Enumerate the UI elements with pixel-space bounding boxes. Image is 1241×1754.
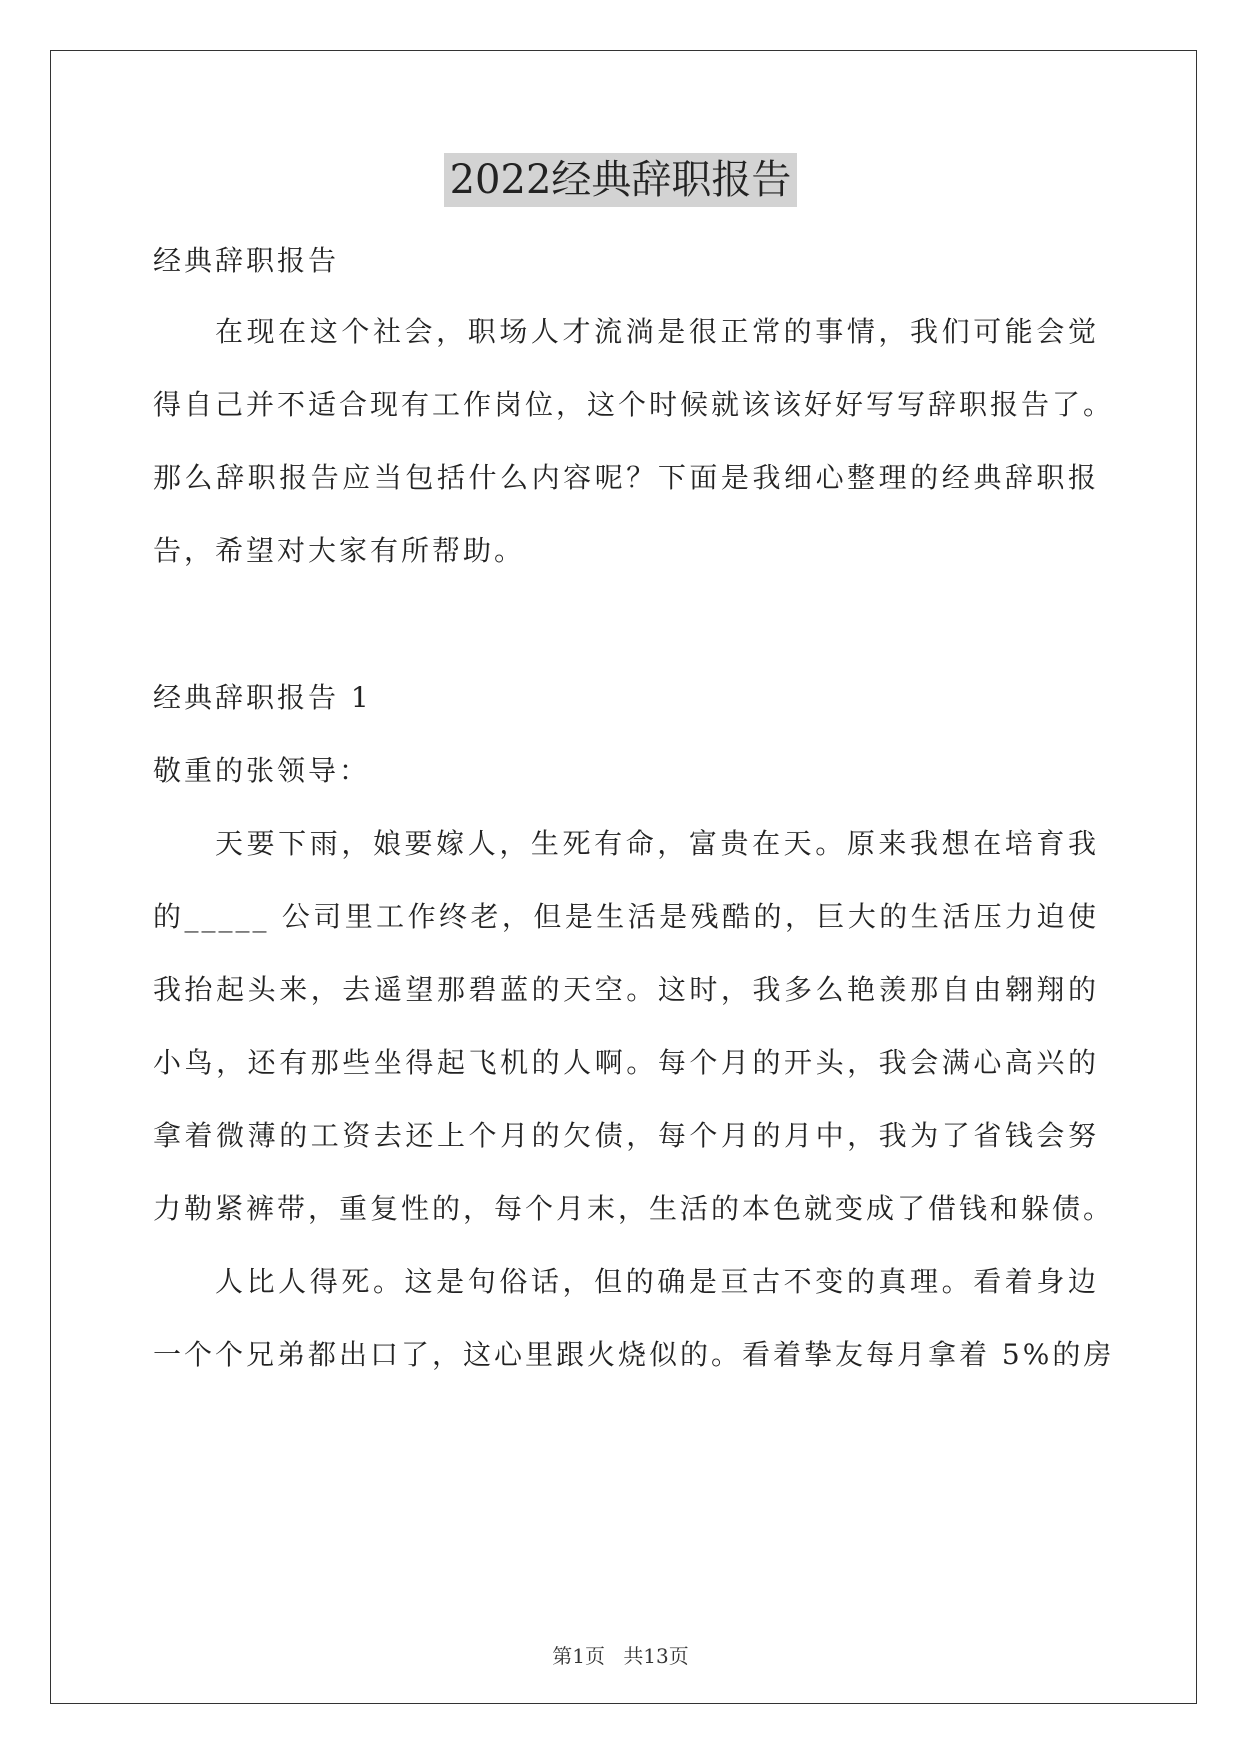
salutation: 敬重的张领导： — [153, 754, 371, 787]
intro-line: 得自己并不适合现有工作岗位，这个时候就该该好好写写辞职报告了。 — [153, 388, 1115, 421]
page-number: 第1页 — [552, 1644, 605, 1668]
intro-line: 那么辞职报告应当包括什么内容呢？下面是我细心整理的经典辞职报 — [153, 461, 1099, 494]
page-border — [50, 50, 1197, 1704]
body-line: 人比人得死。这是句俗话，但的确是亘古不变的真理。看着身边 — [215, 1265, 1099, 1298]
body-line: 力勒紧裤带，重复性的，每个月末，生活的本色就变成了借钱和躲债。 — [153, 1192, 1115, 1225]
intro-line: 告，希望对大家有所帮助。 — [153, 534, 526, 567]
document-title — [0, 157, 1241, 203]
section-heading: 经典辞职报告 — [153, 244, 340, 277]
intro-line: 在现在这个社会，职场人才流淌是很正常的事情，我们可能会觉 — [215, 315, 1099, 348]
body-line: 的_____ 公司里工作终老，但是生活是残酷的，巨大的生活压力迫使 — [153, 900, 1099, 933]
body-line: 拿着微薄的工资去还上个月的欠债，每个月的月中，我为了省钱会努 — [153, 1119, 1099, 1152]
body-line: 天要下雨，娘要嫁人，生死有命，富贵在天。原来我想在培育我 — [215, 827, 1099, 860]
body-line: 小鸟，还有那些坐得起飞机的人啊。每个月的开头，我会满心高兴的 — [153, 1046, 1099, 1079]
body-line: 我抬起头来，去遥望那碧蓝的天空。这时，我多么艳羡那自由翱翔的 — [153, 973, 1099, 1006]
document-title-text: 2022经典辞职报告 — [444, 153, 798, 207]
subsection-heading: 经典辞职报告 1 — [153, 681, 372, 714]
page-footer — [0, 1640, 1241, 1669]
body-line: 一个个兄弟都出口了，这心里跟火烧似的。看着挚友每月拿着 5%的房 — [153, 1338, 1115, 1371]
page-total: 共13页 — [623, 1644, 689, 1668]
